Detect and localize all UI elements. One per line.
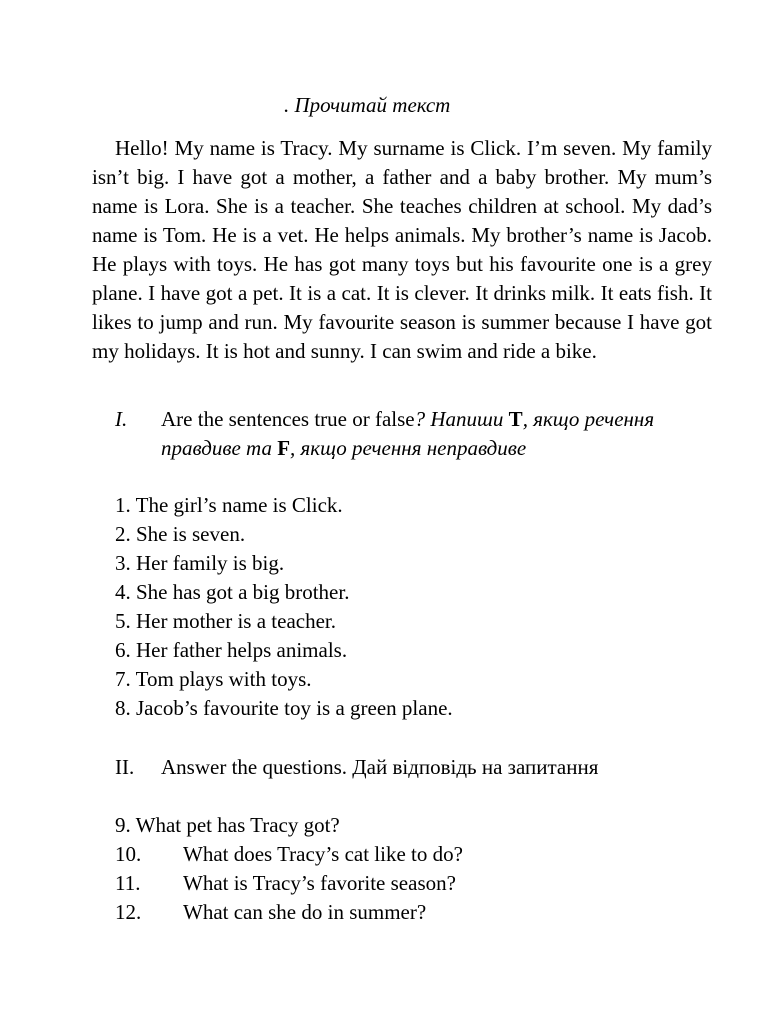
- page-title: . Прочитай текст: [284, 93, 451, 117]
- question-item: [115, 869, 463, 898]
- reading-text: Hello! My name is Tracy. My surname is Click. I’m seven. My family isn’t big. I have got a mother, a father and a baby brother. My mum’s name is Lora. She is a teacher. She teaches children at school. My dad’s name is Tom. He is a vet. He helps animals. My brother’s name is Jacob. He plays with toys. He has got many toys but his favourite one is a grey plane. I have got a pet. It is a cat. It is clever. It drinks milk. It eats fish. It likes to jump and run. My favourite season is summer because I have got my holidays. It is hot and sunny. I can swim and ride a bike.: [92, 136, 712, 363]
- task-1-instruction-text: [161, 405, 715, 463]
- list-item: 1. The girl’s name is Click.: [115, 493, 343, 517]
- task-1-instruction-en: Are the sentences true or false: [161, 407, 415, 431]
- task-2-number: II.: [115, 755, 135, 779]
- question-list: [115, 811, 463, 927]
- list-item: 7. Tom plays with toys.: [115, 667, 312, 691]
- question-item: [115, 898, 463, 927]
- task-2-instruction: [115, 753, 598, 782]
- question-number: 10.: [115, 842, 142, 866]
- true-letter: T: [508, 407, 523, 431]
- question-number: 12.: [115, 900, 142, 924]
- question-number: 11.: [115, 871, 141, 895]
- question-text: What can she do in summer?: [183, 900, 427, 924]
- list-item: 2. She is seven.: [115, 522, 246, 546]
- false-letter: F: [277, 436, 291, 460]
- question-text: What is Tracy’s favorite season?: [183, 871, 456, 895]
- task-2-instruction-text: Answer the questions. Дай відповідь на запитання: [161, 755, 599, 779]
- task-1-instruction-ua-2: , якщо речення правдиве та: [161, 407, 655, 460]
- question-item: [115, 840, 463, 869]
- list-item: 6. Her father helps animals.: [115, 638, 348, 662]
- task-1-instruction-ua-3: , якщо речення неправдиве: [290, 436, 527, 460]
- statement-list: [115, 491, 453, 723]
- task-1-instruction-ua-1: ? Напиши: [414, 407, 509, 431]
- list-item: 5. Her mother is a teacher.: [115, 609, 336, 633]
- list-item: 8. Jacob’s favourite toy is a green plane.: [115, 696, 453, 720]
- question-item: 9. What pet has Tracy got?: [115, 813, 340, 837]
- question-text: What does Tracy’s cat like to do?: [183, 842, 463, 866]
- task-1-number: I.: [115, 407, 128, 431]
- task-1-instruction: [115, 405, 715, 463]
- list-item: 4. She has got a big brother.: [115, 580, 350, 604]
- list-item: 3. Her family is big.: [115, 551, 285, 575]
